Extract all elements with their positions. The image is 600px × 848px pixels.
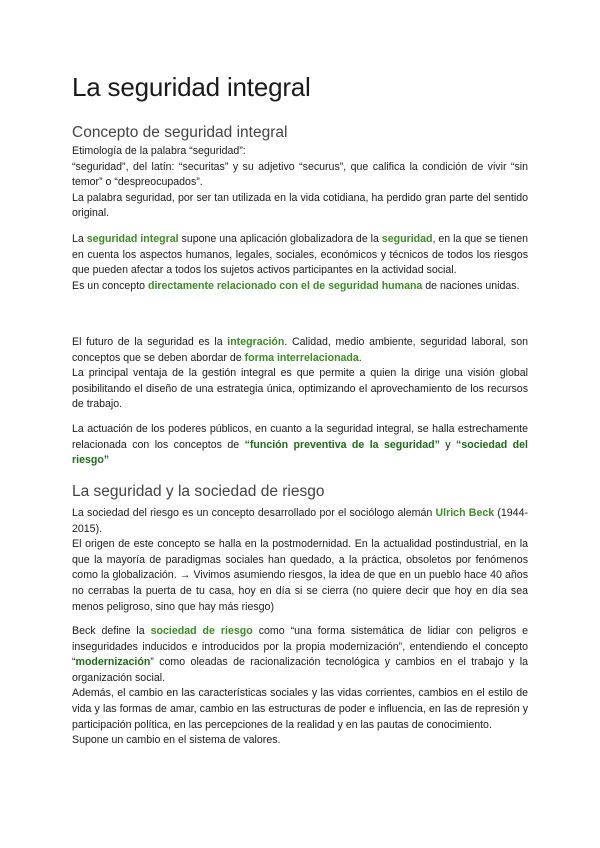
- paragraph: “seguridad”, del latín: “securitas” y su adjetivo “securus”, que califica la condición de vivir “sin temor” o “despreocupados”.: [72, 160, 528, 189]
- etymology-block: [72, 144, 528, 222]
- highlight-term: “función preventiva de la seguridad”: [244, 438, 440, 451]
- section-heading-concepto: Concepto de seguridad integral: [72, 124, 288, 141]
- highlight-term: seguridad integral: [86, 233, 179, 245]
- highlight-term: Ulrich Beck: [435, 507, 495, 519]
- paragraph: Etimología de la palabra “seguridad”:: [72, 145, 246, 157]
- paragraph: Supone un cambio en el sistema de valores.: [72, 734, 281, 747]
- paragraph: La principal ventaja de la gestión integral es que permite a quien la dirige una visión global posibilitando el diseño de una estrategia única, optimizando el aprovechamiento de los recursos de trabajo.: [72, 367, 528, 411]
- highlight-term: “sociedad del riesgo”: [72, 438, 528, 467]
- paragraph: La sociedad del riesgo es un concepto desarrollado por el sociólogo alemán Ulrich Beck (1944-2015).: [72, 507, 528, 535]
- future-block: [72, 335, 528, 413]
- beck-definition-block: [72, 624, 528, 749]
- paragraph: El origen de este concepto se halla en la postmodernidad. En la actualidad postindustrial, en la que la mayoría de paradigmas sociales han quedado, a la práctica, obsoletos por fenómenos como la globalización. → Vivimos asumiendo riesgos, la idea de que en un pueblo hace 40 años no cerrabas la puerta de tu casa, hoy en día si se cierra (no quiere decir que hoy en día sea menos peligroso, sino que hay más riesgo): [72, 538, 528, 613]
- paragraph: Es un concepto directamente relacionado con el de seguridad humana de naciones unidas.: [72, 279, 520, 292]
- highlight-term: sociedad de riesgo: [150, 625, 253, 637]
- paragraph: La actuación de los poderes públicos, en cuanto a la seguridad integral, se halla estrechamente relacionada con los conceptos de “función preventiva de la seguridad” y “sociedad del riesgo”: [72, 423, 528, 467]
- paragraph: El futuro de la seguridad es la integración. Calidad, medio ambiente, seguridad laboral, son conceptos que se deben abordar de forma interrelacionada.: [72, 336, 528, 364]
- paragraph: La seguridad integral supone una aplicación globalizadora de la seguridad, en la que se tienen en cuenta los aspectos humanos, legales, sociales, económicos y técnicos de todos los riesgos que pueden afectar a todos los sujetos activos participantes en la actividad social.: [72, 233, 528, 277]
- highlight-term: seguridad: [381, 233, 433, 245]
- highlight-term: modernización: [75, 656, 151, 669]
- highlight-term: forma interrelacionada: [244, 351, 359, 364]
- beck-intro-block: [72, 506, 528, 615]
- page-title: La seguridad integral: [72, 72, 311, 102]
- highlight-term: directamente relacionado con el de seguridad humana: [147, 279, 423, 292]
- integral-definition-block: [72, 232, 528, 294]
- public-powers-block: [72, 422, 528, 469]
- highlight-term: integración: [227, 336, 285, 348]
- section-heading-sociedad-riesgo: La seguridad y la sociedad de riesgo: [72, 483, 325, 500]
- paragraph: Beck define la sociedad de riesgo como “una forma sistemática de lidiar con peligros e inseguridades inducidos e introducidos por la propia modernización”, entendiendo el concepto “modernización” como oleadas de racionalización tecnológica y cambios en el trabajo y la organización social.: [72, 625, 529, 684]
- paragraph: La palabra seguridad, por ser tan utilizada en la vida cotidiana, ha perdido gran parte del sentido original.: [72, 191, 528, 220]
- paragraph: Además, el cambio en las características sociales y las vidas corrientes, cambios en el estilo de vida y las formas de amar, cambio en las estructuras de poder e influencia, en las de represión y participación política, en las percepciones de la realidad y en las pautas de conocimiento.: [72, 687, 528, 731]
